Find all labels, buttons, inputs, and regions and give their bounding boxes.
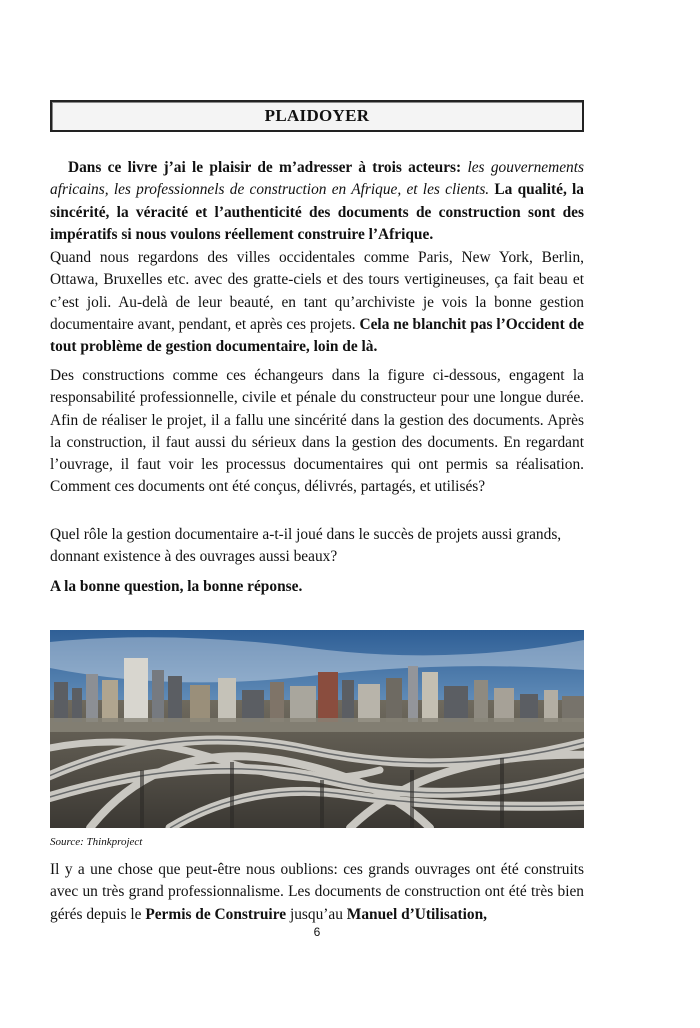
paragraph-western-cities — [50, 247, 584, 358]
western-cities-text: Quand nous regardons des villes occidentales comme Paris, New York, Berlin, Ottawa, Bruxelles etc. avec des gratte-ciels et des tours vertigineuses, ça fait beau et c’est joli. Au-delà de leur beauté, en tant qu’archiviste je vois la bonne gestion documentaire avant, pendant, et après ces projets. — [50, 249, 584, 333]
manual-term: Manuel d’Utilisation, — [346, 905, 488, 923]
paragraph-professionalism — [50, 859, 584, 926]
intro-bold-1: Dans ce livre j’ai le plaisir de m’adresser à trois acteurs: — [68, 159, 462, 176]
intro-italic: les gouvernements africains, les professionnels de construction en Afrique, et les clients. — [50, 159, 584, 199]
paragraph-question: Quel rôle la gestion documentaire a-t-il joué dans le succès de projets aussi grands, donnant existence à des ouvrages aussi beaux? — [50, 526, 562, 566]
paragraph-interchanges: Des constructions comme ces échangeurs dans la figure ci-dessous, engagent la responsabilité professionnelle, civile et pénale du constructeur pour une longue durée. Afin de réaliser le projet, il a fallu une sincérité dans la gestion des documents. Après la construction, il faut aussi du sérieux dans la gestion des documents. En regardant l’ouvrage, il faut voir les processus documentaires qui ont permis sa réalisation. Comment ces documents ont été conçus, délivrés, partagés, et utilisés? — [50, 367, 584, 496]
page-number: 6 — [313, 925, 321, 939]
answer-bold: A la bonne question, la bonne réponse. — [50, 578, 303, 595]
city-interchange-photo — [50, 630, 584, 828]
image-caption: Source: Thinkproject — [50, 836, 143, 848]
paragraph-answer — [50, 576, 584, 598]
section-title: PLAIDOYER — [264, 106, 370, 125]
permit-term: Permis de Construire — [145, 905, 287, 923]
section-title-box — [50, 100, 584, 132]
professionalism-text-2: jusqu’au — [286, 905, 347, 923]
western-cities-bold: Cela ne blanchit pas l’Occident de tout problème de gestion documentaire, loin de là. — [50, 315, 584, 356]
professionalism-text-1: Il y a une chose que peut-être nous oublions: ces grands ouvrages ont été construits avec un très grand professionnalisme. Les documents de construction ont été très bien gérés depuis le — [50, 861, 584, 923]
paragraph-intro — [50, 157, 584, 246]
intro-bold-2: La qualité, la sincérité, la véracité et l’authenticité des documents de construction sont des impératifs si nous voulons réellement construire l’Afrique. — [50, 181, 585, 243]
